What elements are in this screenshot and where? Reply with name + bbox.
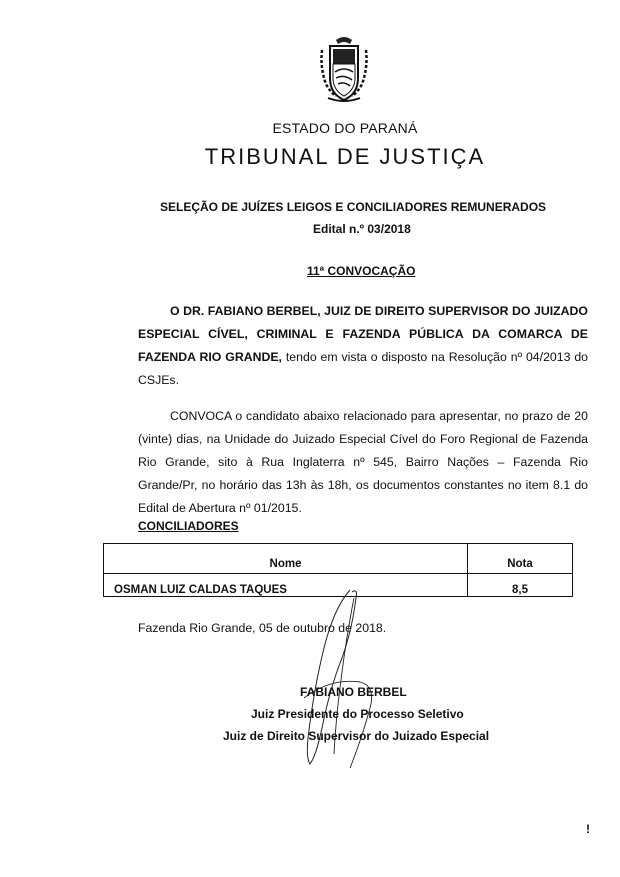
state-name: ESTADO DO PARANÁ (272, 120, 418, 136)
column-header-name: Nome (269, 558, 302, 570)
edital-number: Edital n.º 03/2018 (313, 222, 411, 236)
convocation-title: 11ª CONVOCAÇÃO (307, 264, 416, 278)
column-header-grade: Nota (507, 558, 533, 570)
page-mark: ! (586, 822, 590, 836)
selection-title: SELEÇÃO DE JUÍZES LEIGOS E CONCILIADORES REMUNERADOS (160, 200, 547, 214)
place-date: Fazenda Rio Grande, 05 de outubro de 2018. (138, 621, 387, 635)
paragraph-preamble (138, 300, 588, 392)
parana-coat-of-arms-icon (318, 34, 370, 104)
preamble-bold: O DR. FABIANO BERBEL, JUIZ DE DIREITO SUPERVISOR DO JUIZADO ESPECIAL CÍVEL, CRIMINAL E FAZENDA PÚBLICA DA COMARCA DE FAZENDA RIO GRANDE, (138, 304, 588, 364)
candidate-name: OSMAN LUIZ CALDAS TAQUES (114, 584, 287, 596)
paragraph-convoca: CONVOCA o candidato abaixo relacionado para apresentar, no prazo de 20 (vinte) dias, na Unidade do Juizado Especial Cível do Foro Regional de Fazenda Rio Grande, sito à Rua Inglaterra nº 545, Bairro Nações – Fazenda Rio Grande/Pr, no horário das 13h às 18h, os documentos constantes no item 8.1 do Edital de Abertura nº 01/2015. (138, 409, 588, 515)
handwritten-signature (280, 578, 420, 778)
preamble-rest: tendo em vista o disposto na Resolução nº 04/2013 do CSJEs. (138, 350, 588, 387)
signer-role-2: Juiz de Direito Supervisor do Juizado Especial (223, 729, 490, 743)
section-title: CONCILIADORES (138, 519, 239, 533)
candidate-grade: 8,5 (512, 584, 528, 596)
court-name: TRIBUNAL DE JUSTIÇA (204, 144, 486, 169)
signer-name: FABIANO BERBEL (300, 685, 407, 699)
signer-role-1: Juiz Presidente do Processo Seletivo (251, 707, 464, 721)
